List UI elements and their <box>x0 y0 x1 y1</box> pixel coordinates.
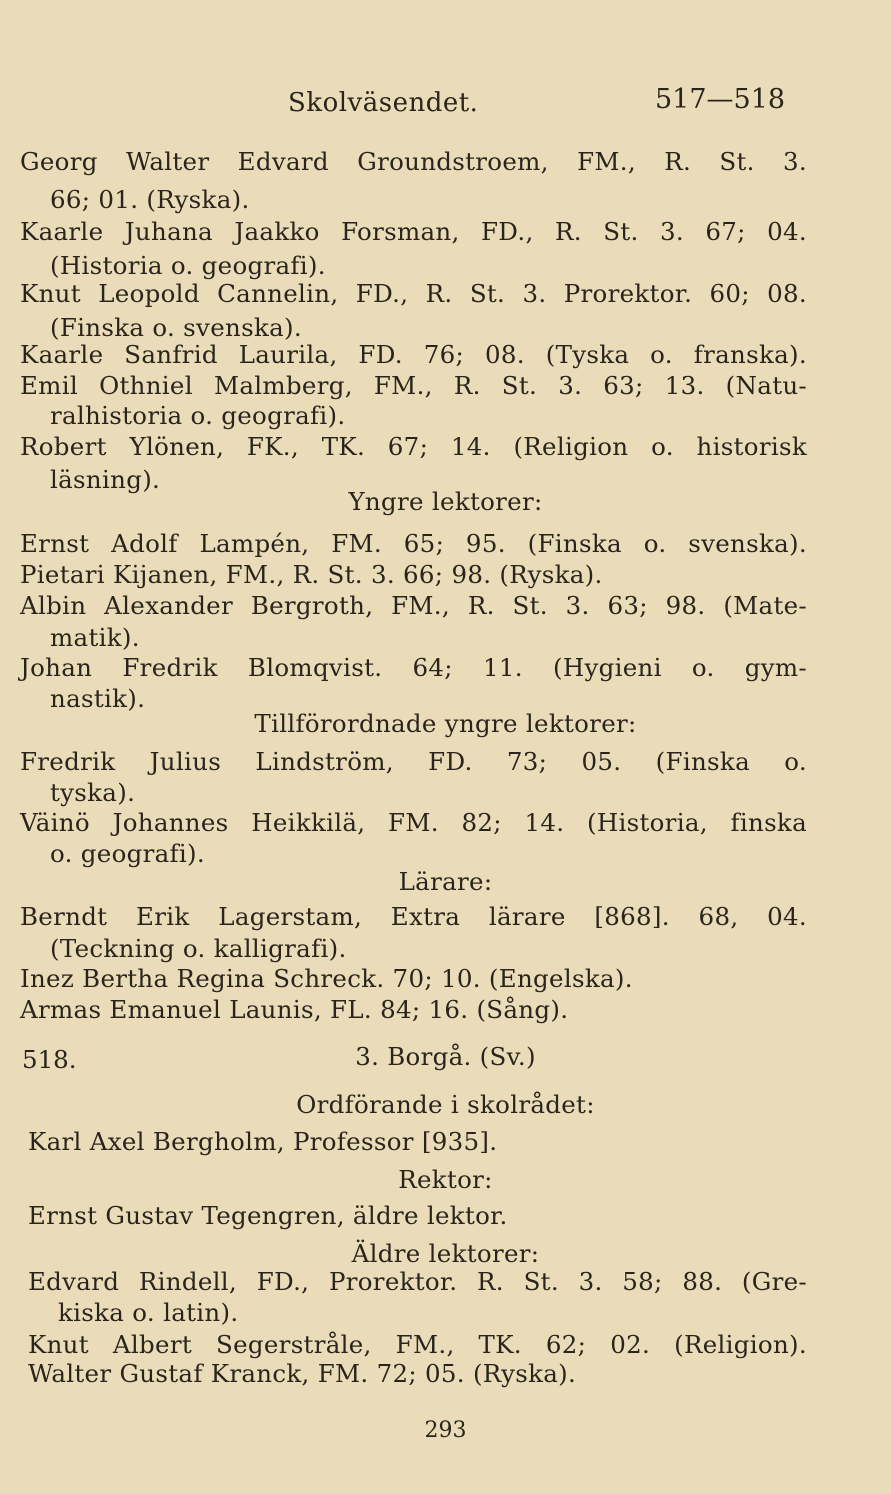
entry-line: Fredrik Julius Lindström, FD. 73; 05. (Finska o. <box>20 747 807 776</box>
entry-line: Ernst Adolf Lampén, FM. 65; 95. (Finska o. svenska). <box>20 529 807 558</box>
entry-line: (Teckning o. kalligrafi). <box>50 934 347 963</box>
entry-line: Kaarle Sanfrid Laurila, FD. 76; 08. (Tyska o. franska). <box>20 340 807 369</box>
section-heading: Lärare: <box>398 867 493 896</box>
entry-line: nastik). <box>50 684 146 713</box>
entry-line: Ernst Gustav Tegengren, äldre lektor. <box>28 1201 508 1230</box>
entry-line: matik). <box>50 623 140 652</box>
entry-line: Knut Albert Segerstråle, FM., TK. 62; 02. (Religion). <box>28 1330 807 1359</box>
entry-line: Albin Alexander Bergroth, FM., R. St. 3. 63; 98. (Mate- <box>20 591 807 620</box>
entry-line: 66; 01. (Ryska). <box>50 185 250 214</box>
section-heading: Ordförande i skolrådet: <box>296 1090 595 1119</box>
entry-line: Georg Walter Edvard Groundstroem, FM., R. St. 3. <box>20 147 807 176</box>
entry-line: (Historia o. geografi). <box>50 251 326 280</box>
entry-line: Edvard Rindell, FD., Prorektor. R. St. 3. 58; 88. (Gre- <box>28 1267 807 1296</box>
entry-line: Berndt Erik Lagerstam, Extra lärare [868]. 68, 04. <box>20 902 807 931</box>
entry-line: tyska). <box>50 778 136 807</box>
entry-line: läsning). <box>50 465 161 494</box>
column-numbers: 517—518 <box>655 84 786 115</box>
entry-line: Johan Fredrik Blomqvist. 64; 11. (Hygieni o. gym- <box>20 653 807 682</box>
running-head <box>0 84 891 128</box>
section-heading: Yngre lektorer: <box>348 487 543 516</box>
entry-line: Knut Leopold Cannelin, FD., R. St. 3. Prorektor. 60; 08. <box>20 279 807 308</box>
running-head-title: Skolväsendet. <box>288 88 479 118</box>
entry-line: kiska o. latin). <box>58 1298 239 1327</box>
entry-line: Pietari Kijanen, FM., R. St. 3. 66; 98. (Ryska). <box>20 560 603 589</box>
entry-line: Inez Bertha Regina Schreck. 70; 10. (Engelska). <box>20 964 633 993</box>
entry-line: Emil Othniel Malmberg, FM., R. St. 3. 63; 13. (Natu- <box>20 371 807 400</box>
entry-line: o. geografi). <box>50 839 205 868</box>
town-heading: 3. Borgå. (Sv.) <box>355 1042 536 1071</box>
entry-line: Väinö Johannes Heikkilä, FM. 82; 14. (Historia, finska <box>20 808 807 837</box>
page-number: 293 <box>424 1418 467 1443</box>
entry-line: Kaarle Juhana Jaakko Forsman, FD., R. St. 3. 67; 04. <box>20 217 807 246</box>
section-heading: Äldre lektorer: <box>351 1239 540 1268</box>
entry-line: Walter Gustaf Kranck, FM. 72; 05. (Ryska). <box>28 1359 577 1388</box>
section-heading: Tillförordnade yngre lektorer: <box>254 709 637 738</box>
entry-line: Karl Axel Bergholm, Professor [935]. <box>28 1127 498 1156</box>
section-number: 518. <box>22 1045 77 1074</box>
entry-line: ralhistoria o. geografi). <box>50 401 346 430</box>
entry-line: Armas Emanuel Launis, FL. 84; 16. (Sång). <box>20 995 569 1024</box>
entry-line: (Finska o. svenska). <box>50 313 302 342</box>
section-heading: Rektor: <box>398 1165 493 1194</box>
entry-line: Robert Ylönen, FK., TK. 67; 14. (Religion o. historisk <box>20 432 807 461</box>
